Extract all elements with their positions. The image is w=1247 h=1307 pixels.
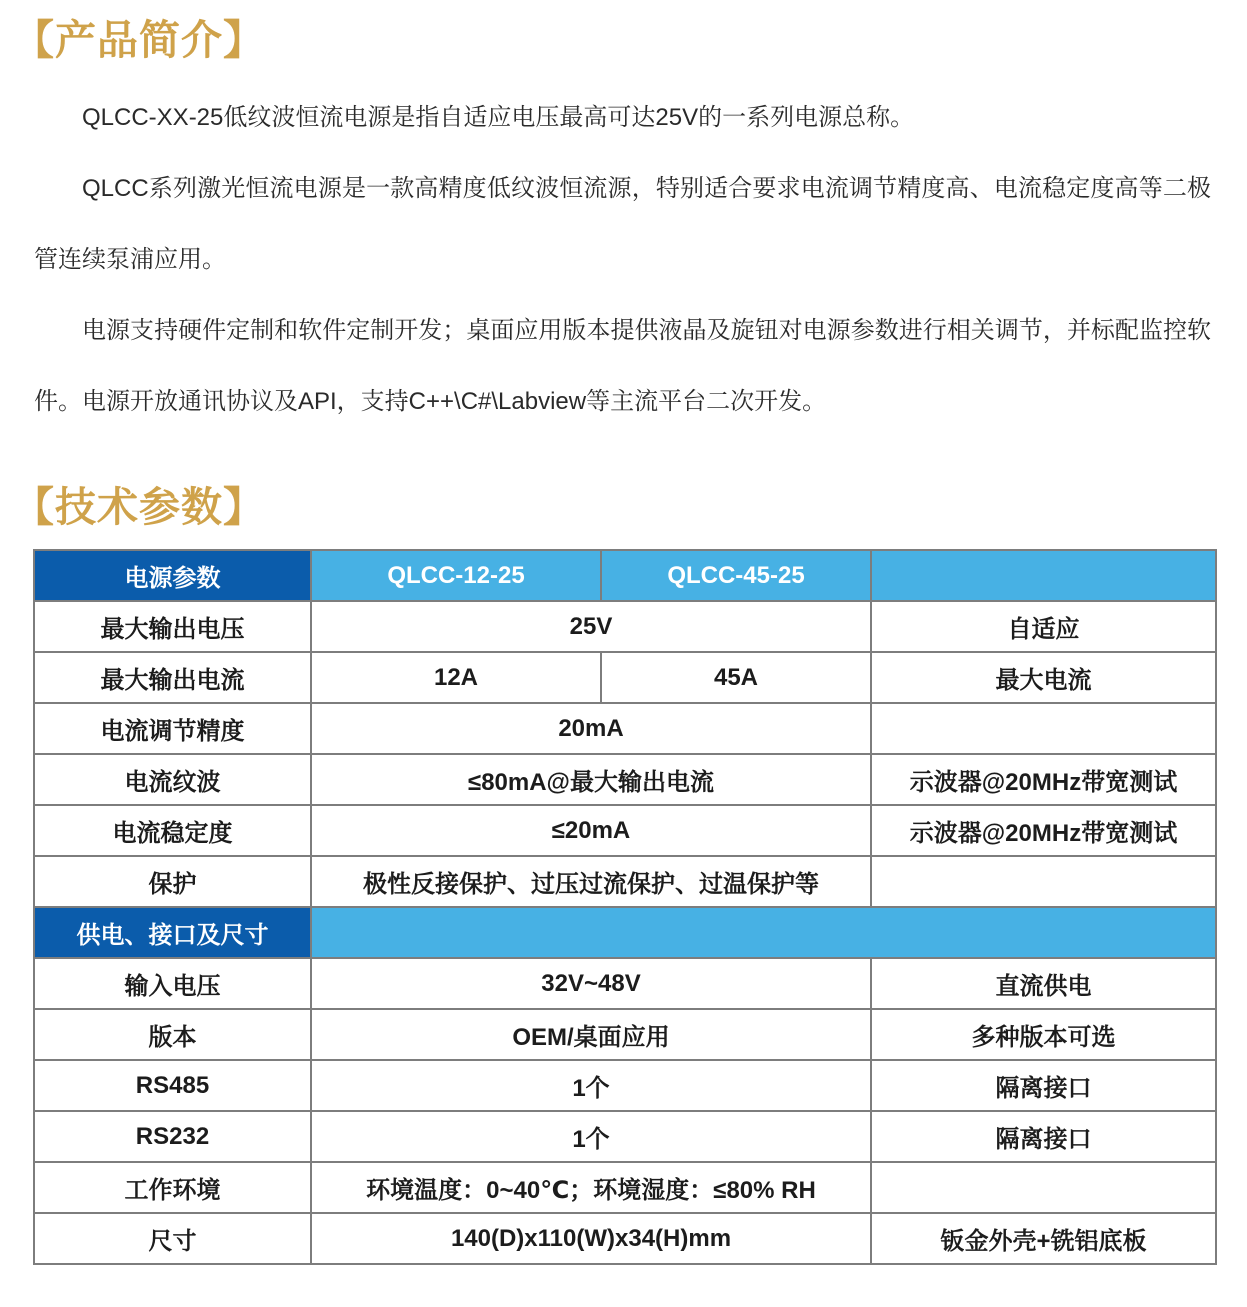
product-intro-title: 【产品简介】 xyxy=(13,17,265,63)
row-value-2: 45A xyxy=(601,652,871,703)
table-row xyxy=(34,805,1216,856)
table-row xyxy=(34,601,1216,652)
row-note xyxy=(871,856,1216,907)
row-value-1: 12A xyxy=(311,652,601,703)
row-label: 电流纹波 xyxy=(34,754,311,805)
row-value: OEM/桌面应用 xyxy=(311,1009,871,1060)
row-label: 电流稳定度 xyxy=(34,805,311,856)
row-note: 示波器@20MHz带宽测试 xyxy=(871,805,1216,856)
row-label: 最大输出电压 xyxy=(34,601,311,652)
section-header-band xyxy=(311,907,1216,958)
table-row xyxy=(34,652,1216,703)
row-label: 尺寸 xyxy=(34,1213,311,1264)
table-row xyxy=(34,1060,1216,1111)
row-value: 环境温度：0~40℃；环境湿度：≤80% RH xyxy=(311,1162,871,1213)
product-intro-body xyxy=(34,82,1211,437)
table-row xyxy=(34,1009,1216,1060)
row-note: 最大电流 xyxy=(871,652,1216,703)
row-value: ≤80mA@最大输出电流 xyxy=(311,754,871,805)
row-note: 隔离接口 xyxy=(871,1060,1216,1111)
row-label: 工作环境 xyxy=(34,1162,311,1213)
intro-paragraph-1: QLCC-XX-25低纹波恒流电源是指自适应电压最高可达25V的一系列电源总称。 xyxy=(82,104,915,131)
section-header-power-interface-size: 供电、接口及尺寸 xyxy=(34,907,311,958)
row-label: 输入电压 xyxy=(34,958,311,1009)
intro-paragraph-3: 电源支持硬件定制和软件定制开发；桌面应用版本提供液晶及旋钮对电源参数进行相关调节，并标配监控软件。电源开放通讯协议及API，支持C++\C#\Labview等主流平台二次开发。 xyxy=(34,317,1211,415)
table-row xyxy=(34,754,1216,805)
row-note xyxy=(871,1162,1216,1213)
row-label: 电流调节精度 xyxy=(34,703,311,754)
table-row xyxy=(34,1111,1216,1162)
row-note: 示波器@20MHz带宽测试 xyxy=(871,754,1216,805)
table-row xyxy=(34,958,1216,1009)
table-section-row xyxy=(34,907,1216,958)
row-note: 自适应 xyxy=(871,601,1216,652)
row-label: RS485 xyxy=(34,1060,311,1111)
row-note xyxy=(871,703,1216,754)
row-label: RS232 xyxy=(34,1111,311,1162)
header-note-column xyxy=(871,550,1216,601)
table-row xyxy=(34,703,1216,754)
table-row xyxy=(34,1162,1216,1213)
spec-table xyxy=(33,549,1217,1265)
intro-paragraph-2: QLCC系列激光恒流电源是一款高精度低纹波恒流源，特别适合要求电流调节精度高、电流稳定度高等二极管连续泵浦应用。 xyxy=(34,175,1211,273)
header-model-qlcc-12-25: QLCC-12-25 xyxy=(311,550,601,601)
row-value: 32V~48V xyxy=(311,958,871,1009)
row-note: 钣金外壳+铣铝底板 xyxy=(871,1213,1216,1264)
row-note: 直流供电 xyxy=(871,958,1216,1009)
row-value: 1个 xyxy=(311,1060,871,1111)
row-value: 极性反接保护、过压过流保护、过温保护等 xyxy=(311,856,871,907)
row-value: 140(D)x110(W)x34(H)mm xyxy=(311,1213,871,1264)
tech-params-title: 【技术参数】 xyxy=(13,484,265,530)
row-label: 最大输出电流 xyxy=(34,652,311,703)
row-note: 隔离接口 xyxy=(871,1111,1216,1162)
row-value: 1个 xyxy=(311,1111,871,1162)
header-power-params: 电源参数 xyxy=(34,550,311,601)
row-label: 保护 xyxy=(34,856,311,907)
row-value: ≤20mA xyxy=(311,805,871,856)
row-note: 多种版本可选 xyxy=(871,1009,1216,1060)
table-row xyxy=(34,856,1216,907)
table-row xyxy=(34,1213,1216,1264)
table-header-row xyxy=(34,550,1216,601)
row-value: 25V xyxy=(311,601,871,652)
row-label: 版本 xyxy=(34,1009,311,1060)
header-model-qlcc-45-25: QLCC-45-25 xyxy=(601,550,871,601)
row-value: 20mA xyxy=(311,703,871,754)
